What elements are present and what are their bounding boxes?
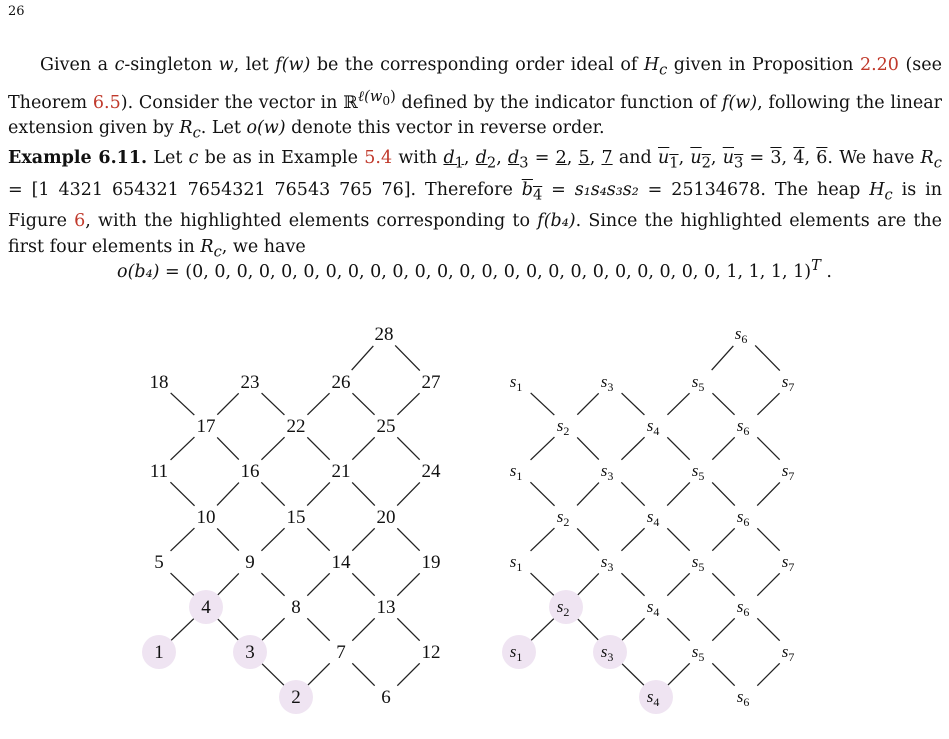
heap-edge <box>307 482 330 505</box>
heap-generator-label: $s_6$ <box>736 687 750 709</box>
heap-edge <box>217 573 239 595</box>
heap-node-label: 26 <box>331 372 351 393</box>
heap-edge <box>307 528 329 550</box>
heap-edge <box>171 393 195 415</box>
heap-edge <box>307 393 329 415</box>
heap-edge <box>577 618 599 640</box>
heap-generator-label: $s_4$ <box>646 687 660 709</box>
heap-edge <box>397 618 419 640</box>
heap-generator-label: $s_6$ <box>736 416 750 438</box>
heap-edge <box>397 528 419 550</box>
heap-edge <box>712 618 734 640</box>
heap-node-label: 5 <box>154 552 164 573</box>
heap-edge <box>261 573 284 596</box>
heap-edge <box>621 663 644 686</box>
heap-node-label: 12 <box>421 642 441 663</box>
heap-node-label: 28 <box>374 324 394 345</box>
heap-generator-label: $s_3$ <box>600 552 614 574</box>
heap-edge <box>757 393 779 415</box>
heap-generator-label: $s_7$ <box>781 372 795 394</box>
heap-edge <box>262 393 285 415</box>
heap-generator-label: $s_6$ <box>736 597 750 619</box>
heap-node-label: 25 <box>376 416 396 437</box>
heap-edge <box>531 573 555 596</box>
heap-edge <box>667 437 689 459</box>
heap-edge <box>667 618 689 640</box>
heap-edge <box>621 528 644 551</box>
heap-edge <box>171 437 195 460</box>
heap-edge <box>217 393 238 414</box>
heap-generator-label: $s_5$ <box>691 461 705 483</box>
heap-edge <box>261 618 284 641</box>
heap-edge <box>712 663 734 685</box>
heap-edge <box>757 663 779 685</box>
heap-edge <box>170 482 194 506</box>
heap-edge <box>712 346 734 370</box>
heap-node-label: 20 <box>376 507 396 528</box>
heap-edge <box>531 437 555 460</box>
heap-edge <box>755 345 780 370</box>
heap-node-label: 15 <box>286 507 306 528</box>
heap-edge <box>712 482 735 505</box>
heap-edge <box>352 663 374 685</box>
heap-node-label: 24 <box>421 461 441 482</box>
heap-edge <box>397 393 419 415</box>
heap-edge <box>261 528 284 551</box>
heap-generator-label: $s_1$ <box>509 552 523 574</box>
heap-edge <box>217 483 239 506</box>
heap-node-label: 13 <box>376 597 396 618</box>
heap-edge <box>712 573 734 595</box>
heap-numbers <box>142 324 441 714</box>
heap-generator-label: $s_4$ <box>646 416 660 438</box>
heap-edge <box>397 437 419 459</box>
heap-edge <box>307 437 329 459</box>
heap-node-label: 14 <box>331 552 351 573</box>
heap-edge <box>577 528 599 550</box>
heap-edge <box>531 393 555 415</box>
heap-edge <box>217 618 239 640</box>
heap-node-label: 16 <box>240 461 260 482</box>
heap-edge <box>712 393 734 415</box>
heap-edge <box>352 618 374 640</box>
heap-edge <box>217 528 239 550</box>
heap-edge <box>621 573 644 596</box>
heap-node-label: 27 <box>421 372 441 393</box>
heap-node-label: 18 <box>149 372 169 393</box>
heap-generators <box>502 324 794 714</box>
heap-edge <box>712 528 734 550</box>
heap-generator-label: $s_3$ <box>600 461 614 483</box>
heap-node-label: 1 <box>154 642 164 663</box>
heap-edge <box>352 437 374 459</box>
heap-generator-label: $s_5$ <box>691 642 705 664</box>
heap-node-label: 11 <box>149 461 169 482</box>
example-paragraph: Example 6.11. Let c be as in Example 5.4 with $d_1$, $d_2$, $d_3 = 2$, 5, 7 and $u_1$, $u_2$, $u_3 = 3$, 4, 6. We have $R_c = [1$ 4321 654321 7654321 76543 765 76]. Therefore $b_4 = s_1s_4s_3s_2 = 25134678$. The heap $H_c$ is in Figure 6, with the highlighted elements corresponding to f(b₄). Since the highlighted elements are the first four elements in $R_c$, we have <box>8 148 942 261</box>
heap-edge <box>352 528 374 550</box>
heap-node-label: 7 <box>336 642 346 663</box>
example-title: Example 6.11. <box>8 148 148 168</box>
heap-edge <box>577 573 599 595</box>
heap-generator-label: $s_7$ <box>781 461 795 483</box>
figure-link[interactable]: 6 <box>74 211 86 231</box>
heap-generator-label: $s_2$ <box>556 507 570 529</box>
heap-generator-label: $s_7$ <box>781 552 795 574</box>
heap-edge <box>352 573 374 595</box>
heap-node-label: 2 <box>291 687 301 708</box>
heap-generator-label: $s_3$ <box>600 372 614 394</box>
heap-generator-label: $s_2$ <box>556 416 570 438</box>
heap-edge <box>397 573 419 595</box>
heap-edge <box>577 393 598 414</box>
equation-o-b4: o(b₄) = (0, 0, 0, 0, 0, 0, 0, 0, 0, 0, 0, 0, 0, 0, 0, 0, 0, 0, 0, 0, 0, 0, 0, 0, 1, 1, 1, 1)$^T$ . <box>117 257 832 282</box>
heap-node-label: 3 <box>245 642 255 663</box>
heap-generator-label: $s_1$ <box>509 372 523 394</box>
heap-edge <box>577 483 599 506</box>
heap-edge <box>530 482 554 506</box>
heap-edge <box>622 393 645 415</box>
example-link[interactable]: 5.4 <box>364 148 393 168</box>
heap-edge <box>307 573 329 595</box>
heap-edge <box>171 528 195 551</box>
theorem-link[interactable]: 6.5 <box>92 92 121 113</box>
heap-edge <box>621 482 644 505</box>
heap-generator-label: $s_6$ <box>736 507 750 529</box>
heap-edge <box>712 437 734 459</box>
heap-edge <box>757 437 779 459</box>
heap-edge <box>531 618 555 641</box>
heap-edge <box>307 663 329 685</box>
heap-edge <box>757 573 779 595</box>
page-number: 26 <box>8 4 25 19</box>
heap-edge <box>217 437 239 459</box>
heap-edge <box>757 482 780 505</box>
heap-generator-label: $s_7$ <box>781 642 795 664</box>
heap-edge <box>667 573 689 595</box>
heap-edge <box>171 573 195 596</box>
heap-node-label: 6 <box>381 687 391 708</box>
heap-node-label: 21 <box>331 461 351 482</box>
heap-node-label: 9 <box>245 552 255 573</box>
heap-generator-label: $s_5$ <box>691 552 705 574</box>
heap-edge <box>261 437 284 460</box>
heap-node-label: 8 <box>291 597 301 618</box>
heap-generator-label: $s_4$ <box>646 507 660 529</box>
heap-edge <box>397 482 420 505</box>
heap-node-label: 17 <box>196 416 216 437</box>
heap-edge <box>261 663 284 686</box>
heap-edge <box>352 393 374 415</box>
heap-edge <box>757 528 779 550</box>
heap-edge <box>395 345 420 370</box>
heap-edge <box>621 618 644 641</box>
heap-edge <box>667 528 689 550</box>
heap-edge <box>531 528 555 551</box>
heap-generator-label: $s_4$ <box>646 597 660 619</box>
proposition-link[interactable]: 2.20 <box>859 55 899 75</box>
heap-edge <box>307 618 329 640</box>
heap-node-label: 10 <box>196 507 216 528</box>
heap-generator-label: $s_5$ <box>691 372 705 394</box>
heap-node-label: 23 <box>240 372 260 393</box>
heap-node-label: 19 <box>421 552 441 573</box>
heap-edge <box>667 482 690 505</box>
heap-node-label: 4 <box>201 597 211 618</box>
heap-edge <box>577 437 599 459</box>
heap-edge <box>397 663 419 685</box>
heap-edge <box>757 618 779 640</box>
heap-edge <box>261 482 284 505</box>
heap-edge <box>621 437 644 460</box>
heap-generator-label: $s_2$ <box>556 597 570 619</box>
heap-generator-label: $s_3$ <box>600 642 614 664</box>
heap-edge <box>667 663 689 685</box>
heap-figure <box>0 300 949 722</box>
heap-generator-label: $s_1$ <box>509 642 523 664</box>
heap-edge <box>352 346 374 370</box>
paragraph-intro: Given a c-singleton w, let f(w) be the corresponding order ideal of $H_c$ given in Proposition 2.20 (see Theorem 6.5). Consider the vector in ℝ$^{\ell(w_0)}$ defined by the indicator function of f(w), following the linear extension given by $R_c$. Let o(w) denote this vector in reverse order. <box>8 55 943 142</box>
heap-node-label: 22 <box>286 416 306 437</box>
heap-edge <box>667 393 689 415</box>
heap-generator-label: $s_1$ <box>509 461 523 483</box>
heap-edge <box>352 482 375 505</box>
heap-generator-label: $s_6$ <box>734 324 748 346</box>
heap-edge <box>171 618 195 641</box>
